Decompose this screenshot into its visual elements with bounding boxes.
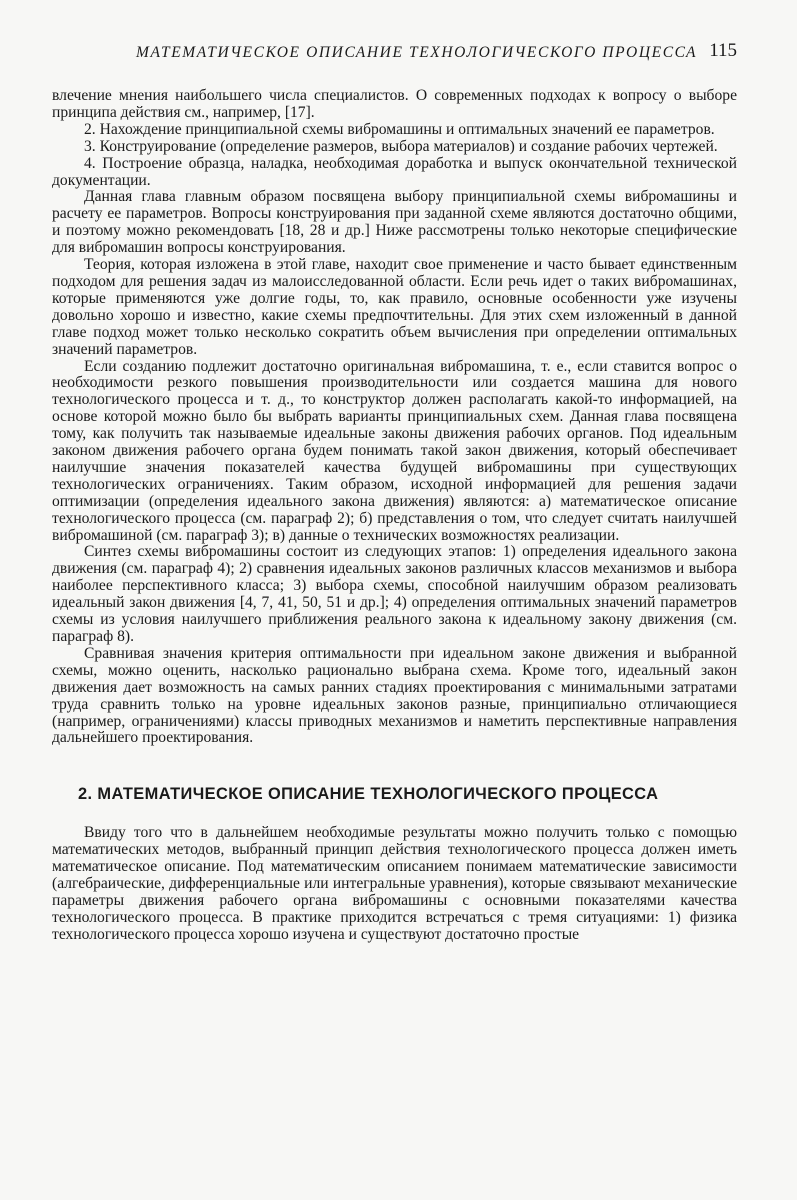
paragraph-synthesis: Синтез схемы вибромашины состоит из следующих этапов: 1) определения идеального закона движения (см. параграф 4); 2) сравнения идеальных законов различных классов механизмов и выбора наиболее перспективного класса; 3) выбора схемы, способной наилучшим образом реализовать идеальный закон движения [4, 7, 41, 50, 51 и др.]; 4) определения оптимальных значений параметров схемы из условия наилучшего приближения реального закона к идеальному закону движения (см. параграф 8). (52, 543, 737, 645)
paragraph-comparison: Сравнивая значения критерия оптимальности при идеальном законе движения и выбранной схемы, можно оценить, насколько рационально выбрана схема. Кроме того, идеальный закон движения дает возможность на самых ранних стадиях проектирования с минимальными затратами труда сравнить только на уровне идеальных законов разные, принципиально отличающиеся (например, ограничениями) классы приводных механизмов и наметить перспективные направления дальнейшего проектирования. (52, 644, 737, 747)
page-number: 115 (709, 40, 737, 61)
paragraph-step-2: 2. Нахождение принципиальной схемы вибромашины и оптимальных значений ее параметров. (84, 120, 715, 138)
paragraph-chapter-scope: Данная глава главным образом посвящена выбору принципиальной схемы вибромашины и расчету ее параметров. Вопросы конструирования при заданной схеме являются достаточно общими, и поэтому можно рекомендовать [18, 28 и др.] Ниже рассмотрены только некоторые специфические для вибромашин вопросы конструирования. (52, 188, 737, 257)
paragraph-section-intro: Ввиду того что в дальнейшем необходимые результаты можно получить только с помощью математических методов, выбранный принцип действия технологического процесса должен иметь математическое описание. Под математическим описанием понимаем математические зависимости (алгебраические, дифференциальные или интегральные уравнения), которые связывают механические параметры движения рабочего органа вибромашины с основными показателями качества технологического процесса. В практике приходится встречаться с тремя ситуациями: 1) физика технологического процесса хорошо изучена и существуют достаточно простые (52, 824, 737, 943)
paragraph-original-machine: Если созданию подлежит достаточно оригинальная вибромашина, т. е., если ставится вопрос о необходимости резкого повышения производительности или создается машина для нового технологического процесса и т. д., то конструктор должен располагать какой-то информацией, на основе которой можно было бы выбрать варианты принципиальных схем. Данная глава посвящена тому, как получить так называемые идеальные законы движения рабочих органов. Под идеальным законом движения рабочего органа будем понимать такой закон движения, который обеспечивает наилучшие значения показателей качества будущей вибромашины при существующих технологических ограничениях. Таким образом, исходной информацией для решения задачи оптимизации (определения идеального закона движения) являются: а) математическое описание технологического процесса (см. параграф 2); б) представления о том, что следует считать наилучшей вибромашиной (см. параграф 3); в) данные о технических возможностях реализации. (52, 357, 737, 544)
paragraph-step-3: 3. Конструирование (определение размеров, выбора материалов) и создание рабочих чертежей. (84, 137, 718, 155)
paragraph-theory: Теория, которая изложена в этой главе, находит свое применение и часто бывает единственным подходом для решения задач из малоисследованной области. Если речь идет о таких вибромашинах, которые применяются уже долгие годы, то, как правило, основные особенности уже изучены довольно хорошо и известно, какие схемы предпочтительны. Для этих схем изложенный в данной главе подход может только несколько сократить объем вычисления при определении оптимальных значений параметров. (52, 256, 737, 358)
paragraph-continuation: влечение мнения наибольшего числа специалистов. О современных подходах к вопросу о выборе принципа действия см., например, [17]. (52, 87, 737, 121)
section-heading: 2. МАТЕМАТИЧЕСКОЕ ОПИСАНИЕ ТЕХНОЛОГИЧЕСКОГО ПРОЦЕССА (78, 785, 659, 804)
running-title: МАТЕМАТИЧЕСКОЕ ОПИСАНИЕ ТЕХНОЛОГИЧЕСКОГО ПРОЦЕССА (136, 44, 698, 61)
paragraph-step-4: 4. Построение образца, наладка, необходимая доработка и выпуск окончательной технической документации. (52, 154, 737, 189)
page-header (52, 40, 737, 70)
body-text (52, 88, 737, 944)
